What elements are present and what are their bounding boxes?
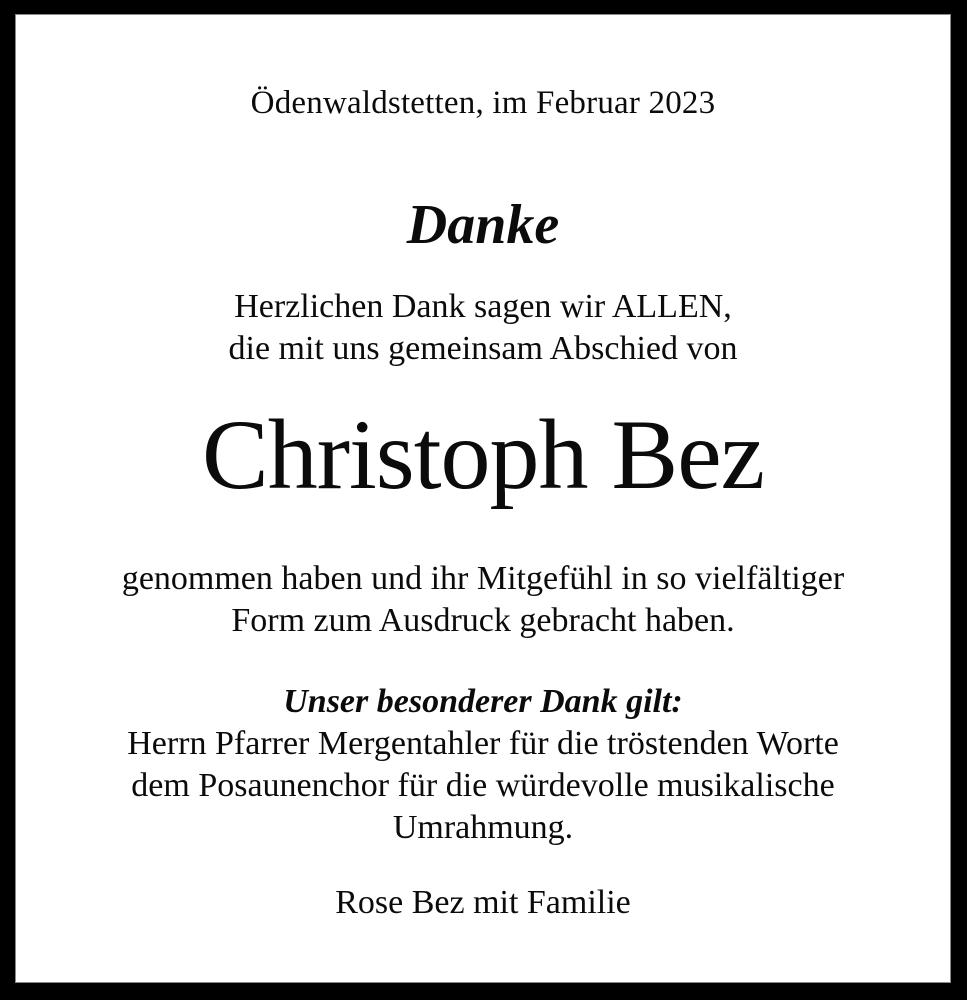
thanks-paragraph — [16, 723, 950, 849]
body-line-2: Form zum Ausdruck gebracht haben. — [231, 602, 735, 639]
dateline: Ödenwaldstetten, im Februar 2023 — [250, 85, 716, 121]
intro-line-1: Herzlichen Dank sagen wir ALLEN, — [234, 288, 732, 325]
deceased-name: Christoph Bez — [202, 399, 764, 510]
thanks-line-3: Umrahmung. — [392, 809, 574, 846]
signature: Rose Bez mit Familie — [335, 884, 631, 921]
intro-line-2: die mit uns gemeinsam Abschied von — [228, 330, 738, 367]
body-paragraph — [16, 558, 950, 642]
intro-paragraph — [16, 286, 950, 370]
special-thanks-heading: Unser besonderer Dank gilt: — [283, 683, 683, 720]
body-line-1: genommen haben und ihr Mitgefühl in so vielfältiger — [121, 560, 845, 597]
thanks-line-2: dem Posaunenchor für die würdevolle musikalische — [131, 767, 835, 804]
thanks-line-1: Herrn Pfarrer Mergentahler für die tröstenden Worte — [127, 725, 839, 762]
headline: Danke — [406, 194, 560, 256]
notice-card — [15, 14, 951, 983]
